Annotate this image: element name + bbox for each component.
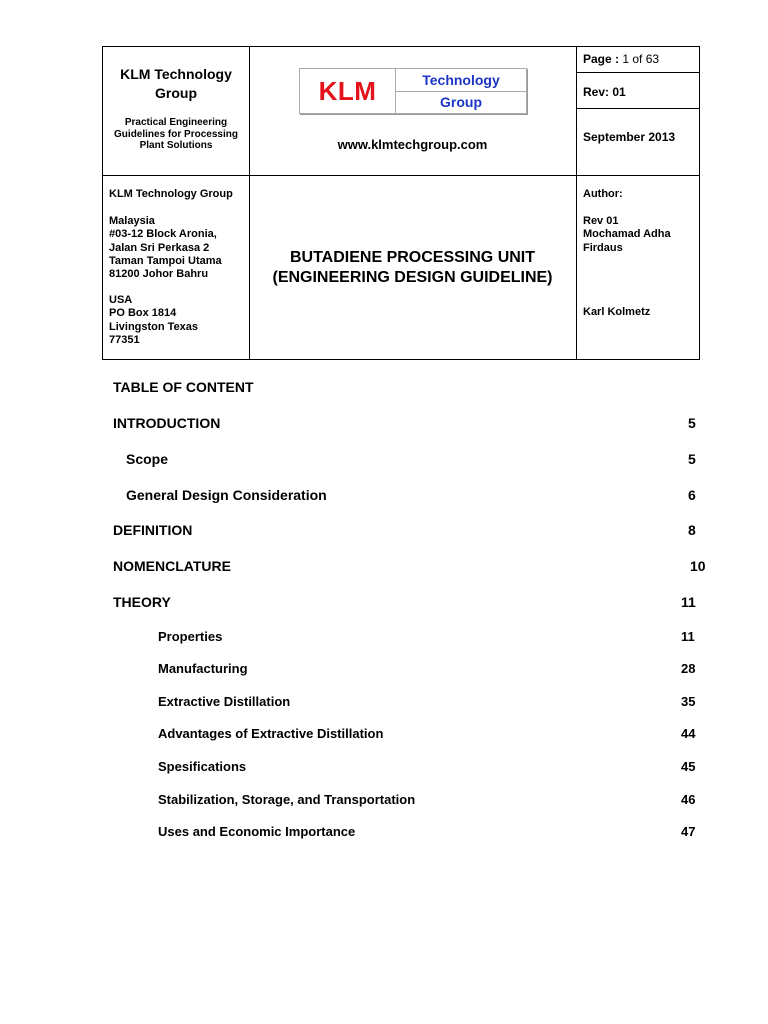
logo-group-text: Group — [440, 94, 482, 110]
toc-entry-page: 28 — [681, 661, 696, 676]
author-line: Rev 01 — [583, 215, 619, 227]
address-company: KLM Technology Group — [109, 188, 233, 200]
guidelines-text: Practical Engineering Guidelines for Processing Plant Solutions — [114, 117, 238, 151]
toc-entry-label: THEORY — [113, 594, 171, 610]
address-line: Jalan Sri Perkasa 2 — [109, 241, 210, 254]
toc-entry-page: 5 — [688, 415, 696, 431]
logo-klm-text: KLM — [318, 75, 377, 106]
toc-entry-page: 5 — [688, 451, 696, 467]
author-line: Firdaus — [583, 241, 623, 254]
address-usa — [109, 294, 198, 347]
address-line: USA — [109, 294, 133, 306]
toc-entry-label: General Design Consideration — [126, 487, 327, 503]
toc-entry-label: Uses and Economic Importance — [158, 824, 356, 839]
page-value: 1 of 63 — [622, 52, 660, 66]
address-line: Livingston Texas — [109, 320, 199, 333]
toc-entry-label: Advantages of Extractive Distillation — [158, 726, 384, 741]
toc-entry-label: DEFINITION — [113, 522, 193, 538]
page-number — [583, 52, 659, 66]
toc-entry-page: 35 — [681, 694, 696, 709]
toc-entry-label: Scope — [126, 451, 169, 467]
klm-logo — [299, 68, 527, 114]
author-line: Mochamad Adha — [583, 228, 671, 241]
toc-entry-page: 47 — [681, 824, 696, 839]
address-line: #03-12 Block Aronia, — [109, 228, 217, 241]
toc-entry-label: INTRODUCTION — [113, 415, 221, 431]
toc-entry-page: 11 — [681, 594, 696, 610]
header-divider — [576, 108, 699, 109]
address-line: 81200 Johor Bahru — [109, 268, 209, 281]
page-label: Page : — [583, 52, 620, 66]
website-url: www.klmtechgroup.com — [337, 137, 488, 152]
revision: Rev: 01 — [583, 85, 626, 99]
address-line: Taman Tampoi Utama — [109, 254, 222, 267]
toc-entry-label: Extractive Distillation — [158, 694, 291, 709]
toc-entry-page: 10 — [690, 558, 706, 574]
toc-entry-page: 45 — [681, 759, 696, 774]
address-line: Malaysia — [109, 215, 155, 227]
toc-entry-label: NOMENCLATURE — [113, 558, 231, 574]
header-divider — [249, 47, 250, 359]
document-title — [249, 248, 576, 288]
header-divider — [576, 47, 577, 359]
address-line: 77351 — [109, 333, 140, 346]
toc-entry-page: 44 — [681, 726, 696, 741]
address-malaysia — [109, 215, 222, 281]
logo-right-box — [396, 69, 526, 113]
logo-klm-box — [300, 69, 396, 113]
header-divider — [576, 72, 699, 73]
document-date: September 2013 — [583, 130, 676, 144]
author-label: Author: — [583, 188, 623, 200]
toc-entry-page: 6 — [688, 487, 696, 503]
toc-entry-page: 8 — [688, 522, 696, 538]
reviewer-name: Karl Kolmetz — [583, 306, 651, 318]
title-line: BUTADIENE PROCESSING UNIT — [289, 249, 536, 266]
toc-entry-label: Stabilization, Storage, and Transportation — [158, 792, 416, 807]
toc-entry-page: 11 — [681, 629, 695, 644]
header-divider — [103, 175, 699, 176]
toc-heading: TABLE OF CONTENT — [113, 379, 254, 395]
toc-entry-label: Spesifications — [158, 759, 247, 774]
author-revision — [583, 215, 671, 255]
address-line: PO Box 1814 — [109, 307, 177, 320]
toc-entry-label: Properties — [158, 629, 223, 644]
company-name: KLM Technology Group — [120, 66, 232, 101]
toc-entry-page: 46 — [681, 792, 696, 807]
toc-entry-label: Manufacturing — [158, 661, 248, 676]
logo-technology-text: Technology — [396, 69, 526, 92]
title-line: (ENGINEERING DESIGN GUIDELINE) — [272, 269, 553, 286]
